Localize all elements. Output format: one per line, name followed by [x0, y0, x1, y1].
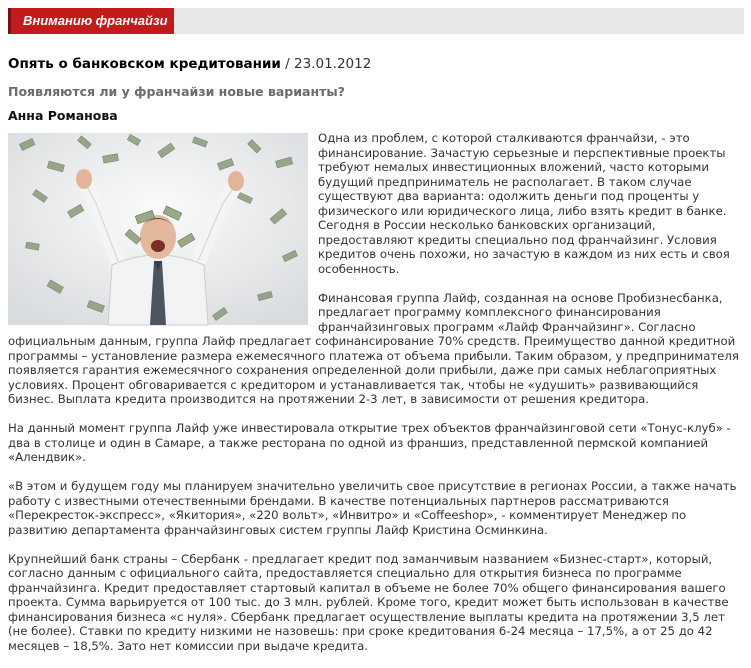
section-header-bar — [8, 8, 744, 34]
article-date: 23.01.2012 — [294, 56, 372, 72]
paragraph-5: Крупнейший банк страны – Сбербанк - предлагает кредит под заманчивым названием «Бизнес-старт», который, согласно данным с официального сайта, предоставляется специально для открытия бизнеса по программе франчайзинга. Кредит предоставляет стартовый капитал в объеме не более 70% общего финансирования вашего проекта. Сумма варьируется от 100 тыс. до 3 млн. рублей. Кроме того, кредит может быть использован в качестве финансирования бизнеса «с нуля». Сбербанк предлагает осуществление выплаты кредита на протяжении 3,5 лет (не более). Ставки по кредиту низкими не назовешь: при сроке кредитования 6-24 месяца – 17,5%, а от 25 до 42 месяцев – 18,5%. Зато нет комиссии при выдаче кредита. — [8, 551, 729, 653]
paragraph-1: Одна из проблем, с которой сталкиваются франчайзи, - это финансирование. Зачастую серьезные и перспективные проекты требуют немалых инвестиционных вложений, часто которыми будущий предприниматель не располагает. В таком случае существуют два варианта: одолжить деньги под проценты у физического или юридического лица, либо взять кредит в банке. Сегодня в России несколько банковских организаций, предоставляют кредиты специально под франчайзинг. Условия кредитов очень похожи, но зачастую в каждом из них есть и своя особенность. — [318, 131, 730, 276]
title-date-separator: / — [285, 56, 290, 72]
article-body — [8, 131, 744, 668]
photo-wrap-spacer — [8, 131, 318, 329]
article-title: Опять о банковском кредитовании — [8, 56, 281, 72]
article-subtitle: Появляются ли у франчайзи новые варианты? — [8, 84, 345, 99]
section-tab[interactable]: Вниманию франчайзи — [8, 8, 174, 34]
paragraph-4: «В этом и будущем году мы планируем значительно увеличить свое присутствие в регионах России, а также начать работу с известными отечественными брендами. В качестве потенциальных партнеров рассматриваются «Перекресток-экспресс», «Якитория», «220 вольт», «Инвитро» и «Coffeeshop», - комментирует Менеджер по развитию департамента франчайзинговых систем группы Лайф Кристина Осминкина. — [8, 479, 737, 537]
article-author: Анна Романова — [8, 108, 118, 123]
paragraph-2: Финансовая группа Лайф, созданная на основе Пробизнесбанка, предлагает программу комплексного финансирования франчайзинговых программ «Лайф Франчайзинг». Согласно официальным данным, группа Лайф предлагает софинансирование 70% средств. Преимущество данной кредитной программы – установление размера ежемесячного платежа от объема прибыли. Таким образом, у предпринимателя появляется гарантия ежемесячного сохранения определенной доли прибыли, даже при самых неблагоприятных условиях. Процент обговаривается с кредитором и устанавливается так, чтобы не «удушить» развивающийся бизнес. Выплата кредита производится на протяжении 2-3 лет, в зависимости от решения кредитора. — [8, 290, 739, 406]
article-title-line — [8, 56, 371, 72]
paragraph-3: На данный момент группа Лайф уже инвестировала открытие трех объектов франчайзинговой сети «Тонус-клуб» - два в столице и один в Самаре, а также ресторана по одной из франшиз, представленной пермской компанией «Алендвик». — [8, 421, 731, 464]
